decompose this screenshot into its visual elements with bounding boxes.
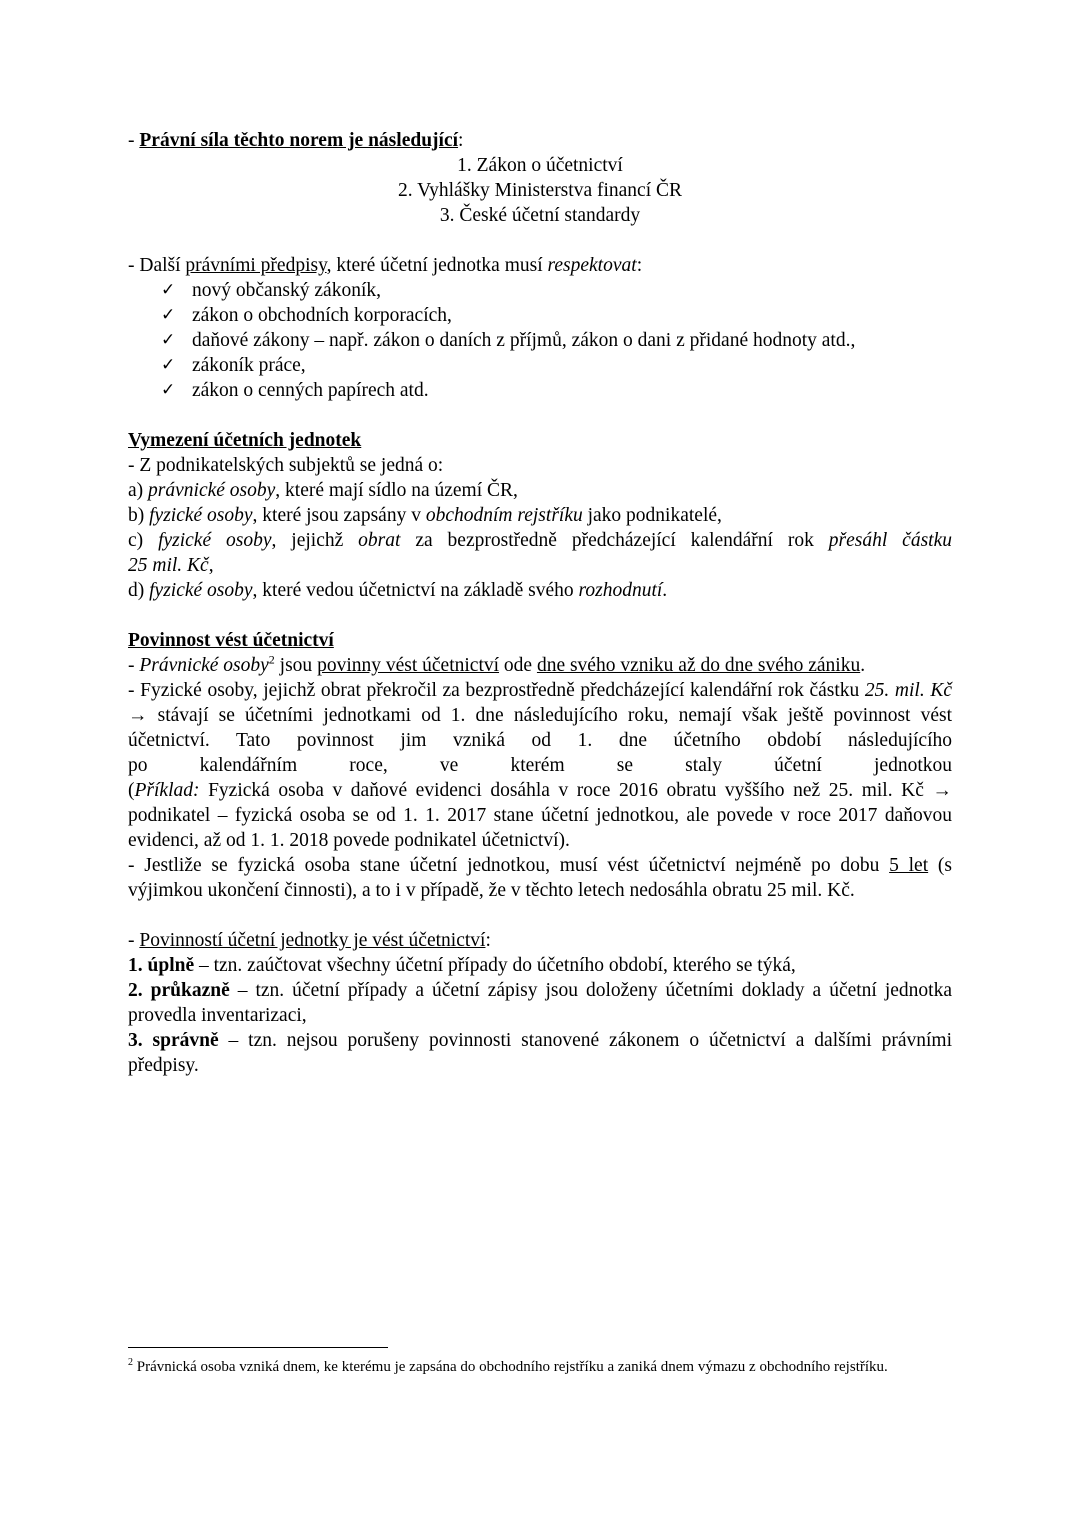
- obligation-item: 1. úplně – tzn. zaúčtovat všechny účetní případy do účetního období, kterého se týká,: [128, 955, 796, 976]
- legal-force-heading: Právní síla těchto norem je následující: [139, 130, 459, 151]
- footnote: $^2$ Právnická osoba vzniká dnem, ke kterému je zapsána do obchodního rejstříku a zaniká dnem výmazu z obchodního rejstříku.: [128, 1357, 888, 1375]
- document-page: [128, 128, 952, 1078]
- units-item-c-cont: 25 mil. Kč,: [128, 555, 214, 576]
- units-heading: Vymezení účetních jednotek: [128, 430, 362, 451]
- duty-paragraph-2: - Fyzické osoby, jejichž obrat překročil za bezprostředně předcházející kalendářní rok částku 25. mil. Kč → stávají se účetními jednotkami od 1. dne následujícího roku, nemají však ještě povinnost vést účetnictví. Tato povinnost jim vzniká od 1. dne účetního období následujícího: [128, 680, 952, 751]
- units-item-a: a) právnické osoby, které mají sídlo na území ČR,: [128, 480, 518, 501]
- footnote-number: 2: [128, 1357, 133, 1368]
- duty-paragraph-3: - Jestliže se fyzická osoba stane účetní jednotkou, musí vést účetnictví nejméně po dobu 5 let (s výjimkou ukončení činnosti), a to i v případě, že v těchto letech nedosáhla obratu 25 mil. Kč.: [128, 855, 952, 901]
- duty-paragraph-1: - Právnické osoby$^2$ jsou povinny vést účetnictví ode dne svého vzniku až do dne svého zániku.: [128, 652, 866, 676]
- legal-force-line: - Právní síla těchto norem je následující:: [128, 130, 464, 151]
- checkmark-icon: ✓: [161, 330, 176, 350]
- legal-list-item: 2. Vyhlášky Ministerstva financí ČR: [398, 180, 682, 201]
- list-item: ✓ nový občanský zákoník,: [161, 280, 382, 301]
- checkmark-icon: ✓: [161, 280, 176, 300]
- obligation-intro: - Povinností účetní jednotky je vést účetnictví:: [128, 930, 491, 951]
- units-item-d: d) fyzické osoby, které vedou účetnictví na základě svého rozhodnutí.: [128, 580, 668, 601]
- legal-list-item: 3. České účetní standardy: [439, 205, 641, 226]
- list-item: ✓ zákon o cenných papírech atd.: [161, 380, 429, 401]
- checkmark-icon: ✓: [161, 305, 176, 325]
- units-item-b: b) fyzické osoby, které jsou zapsány v obchodním rejstříku jako podnikatelé,: [128, 505, 722, 526]
- footnote-ref: 2: [268, 652, 275, 667]
- legal-list-item: 1. Zákon o účetnictví: [457, 155, 623, 176]
- checkmark-icon: ✓: [161, 355, 176, 375]
- list-item: ✓ zákoník práce,: [161, 355, 306, 376]
- units-intro: - Z podnikatelských subjektů se jedná o:: [128, 455, 444, 476]
- obligation-item: 3. správně – tzn. nejsou porušeny povinnosti stanovené zákonem o účetnictví a dalšími právními předpisy.: [128, 1030, 953, 1076]
- list-item: ✓ daňové zákony – např. zákon o daních z příjmů, zákon o dani z přidané hodnoty atd.,: [161, 330, 856, 351]
- other-regulations-intro: - Další právními předpisy, které účetní jednotka musí respektovat:: [128, 255, 643, 276]
- footnote-separator: [128, 1347, 388, 1348]
- duty-heading: Povinnost vést účetnictví: [128, 630, 334, 651]
- regulations-checklist: [128, 278, 952, 403]
- units-item-c: c) fyzické osoby, jejichž obrat za bezprostředně předcházející kalendářní rok přesáhl částku: [128, 530, 952, 551]
- list-item: ✓ zákon o obchodních korporacích,: [161, 305, 452, 326]
- duty-paragraph-2-example: (Příklad: Fyzická osoba v daňové evidenci dosáhla v roce 2016 obratu vyššího než 25. mil. Kč → podnikatel – fyzická osoba se od 1. 1. 2017 stane účetní jednotkou, ale povede v roce 2017 daňovou evidenci, až od 1. 1. 2018 povede podnikatel účetnictví).: [128, 780, 952, 851]
- duty-paragraph-2-line: po kalendářním roce, ve kterém se staly účetní jednotkou: [128, 755, 952, 776]
- checkmark-icon: ✓: [161, 380, 176, 400]
- obligation-item: 2. průkazně – tzn. účetní případy a účetní zápisy jsou doloženy účetními doklady a účetní jednotka provedla inventarizaci,: [128, 980, 952, 1026]
